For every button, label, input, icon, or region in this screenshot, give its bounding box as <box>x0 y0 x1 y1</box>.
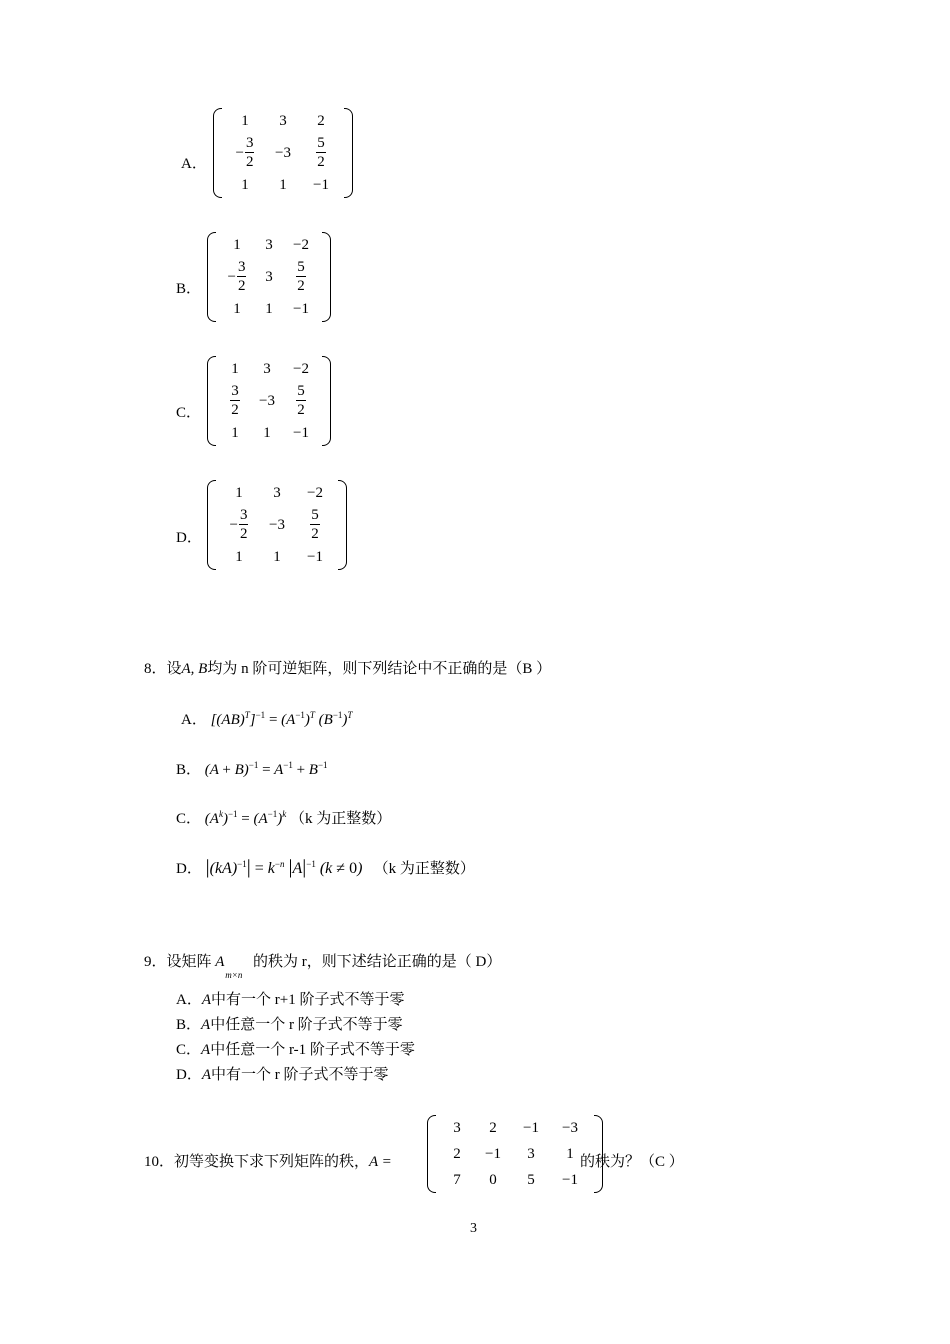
q7-option-b-matrix: 1 3 −2 − $\frac{3}{2}$ 3 $\frac{5}{2}$ 1 1 −1 <box>207 232 331 322</box>
q8-option-a-render: $[(AB)^T]^{-1} = (A^{-1})^T$ $(B^{-1})^T$ <box>210 710 353 728</box>
q9-option-d <box>176 1063 389 1084</box>
q8-option-d-label: D． <box>176 861 202 877</box>
q9-stem-text: 的秩为 r，则下述结论正确的是（ D） <box>253 954 502 970</box>
q8-option-d-render: $|(kA)^{-1}| = k^{-n}$ $|A|^{-1}$ (k ≠ 0) <box>205 856 363 878</box>
q7-option-c-label: C． <box>176 405 202 421</box>
page-number: 3 <box>470 1221 477 1236</box>
q9-option-b-text: 中任意一个 r 阶子式不等于零 <box>210 1017 403 1033</box>
q9-option-a-label: A． <box>176 992 202 1008</box>
q7-option-a-matrix: 1 3 2 − $\frac{3}{2}$ −3 $\frac{5}{2}$ 1 1 −1 <box>213 108 353 198</box>
q7-option-a-label: A． <box>181 156 207 172</box>
q10-matrix-cell: 7 <box>453 1171 461 1188</box>
q8-option-b <box>176 758 328 779</box>
q8-vars: A, B <box>181 661 208 677</box>
q9-option-b-var: A <box>201 1017 211 1033</box>
q10-matrix-cell: 3 <box>527 1145 535 1162</box>
q8-option-b-label: B． <box>176 762 202 778</box>
q10-matrix <box>427 1115 603 1193</box>
q10-matrix-cell: 1 <box>566 1145 574 1162</box>
q8-option-d <box>176 856 475 879</box>
q8-option-b-render: $(A + B)^{-1} = A^{-1} + B^{-1}$ <box>204 760 328 778</box>
q10-prefix-text: 10．初等变换下求下列矩阵的秩， <box>144 1154 370 1170</box>
q7-option-d-matrix: 1 3 −2 − $\frac{3}{2}$ −3 $\frac{5}{2}$ 1 1 −1 <box>207 480 347 570</box>
q9-option-c <box>176 1038 415 1059</box>
q9-prefix: 9．设矩阵 <box>144 954 212 970</box>
q9-option-a-var: A <box>201 992 212 1008</box>
q8-option-c-label: C． <box>176 811 202 827</box>
q9-matrix-var <box>215 954 249 980</box>
q9-option-a-text: 中有一个 r+1 阶子式不等于零 <box>211 992 405 1008</box>
q10-matrix-cell: −1 <box>562 1171 578 1188</box>
q9-option-c-text: 中任意一个 r-1 阶子式不等于零 <box>210 1042 415 1058</box>
q10-matrix-cell: 5 <box>527 1171 535 1188</box>
q9-option-c-var: A <box>201 1042 211 1058</box>
q10-matrix-cell: −1 <box>485 1145 501 1162</box>
q9-option-c-label: C． <box>176 1042 202 1058</box>
q10-prefix <box>144 1150 392 1171</box>
q7-option-b-label: B． <box>176 281 202 297</box>
q8-option-c <box>176 807 391 828</box>
q9-stem <box>144 950 502 980</box>
q10-matrix-cell: 2 <box>489 1119 497 1136</box>
q8-option-c-render: $(A^k)^{-1} = (A^{-1})^k$ <box>204 809 287 827</box>
q9-option-d-var: A <box>201 1067 212 1083</box>
q9-option-d-text: 中有一个 r 阶子式不等于零 <box>211 1067 389 1083</box>
q10-suffix: 的秩为？（C ） <box>580 1154 684 1170</box>
q10-matrix-cell: −1 <box>523 1119 539 1136</box>
q7-option-d-label: D． <box>176 530 202 546</box>
q9-option-a <box>176 988 404 1009</box>
q8-option-d-note: （k 为正整数） <box>373 861 475 877</box>
q9-var: A <box>215 954 225 970</box>
q8-prefix: 8．设 <box>144 661 182 677</box>
q8-stem <box>144 657 551 678</box>
q9-option-b <box>176 1013 403 1034</box>
q8-option-a <box>181 708 352 729</box>
q10-matrix-cell: −3 <box>562 1119 578 1136</box>
q10-lhs: A = <box>369 1154 392 1170</box>
q10-matrix-cell: 2 <box>453 1145 461 1162</box>
q9-option-b-label: B． <box>176 1017 202 1033</box>
q8-option-c-note: （k 为正整数） <box>289 811 392 827</box>
q8-stem-text: 均为 n 阶可逆矩阵，则下列结论中不正确的是（B ） <box>207 661 552 677</box>
q10-matrix-cell: 3 <box>453 1119 461 1136</box>
q10-matrix-cell: 0 <box>489 1171 497 1188</box>
q7-option-c-matrix: 1 3 −2 $\frac{3}{2}$ −3 $\frac{5}{2}$ 1 1 −1 <box>207 356 331 446</box>
q9-option-d-label: D． <box>176 1067 202 1083</box>
q9-sub: m×n <box>225 970 243 980</box>
q8-option-a-label: A． <box>181 712 207 728</box>
